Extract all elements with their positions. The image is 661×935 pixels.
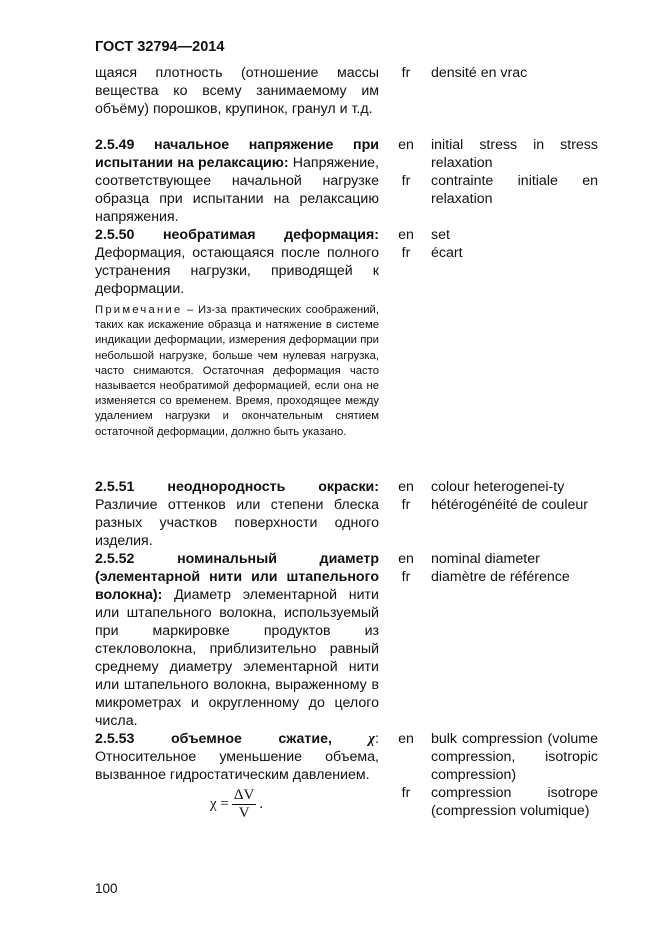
note-label: Примечание xyxy=(95,304,183,316)
entry-colon: : xyxy=(375,731,379,747)
entry-2-5-50-en-lang: en xyxy=(398,227,414,243)
page-number: 100 xyxy=(95,881,118,896)
entry-symbol: χ xyxy=(368,731,376,747)
entry-2-5-52-en-lang: en xyxy=(398,551,414,567)
volume-compression-formula xyxy=(210,787,263,822)
entry-term: номинальный диаметр (элементарной нити или штапельного волокна): xyxy=(95,551,379,603)
formula-denominator: V xyxy=(238,805,250,821)
entry-2-5-49-en-term: initial stress in stress relaxation xyxy=(431,137,598,171)
entry-term: необратимая деформация: xyxy=(162,227,379,243)
note-text: – Из-за практических соображений, таких как искажение образца и натяжение в системе индикации деформации, измерения деформации при небольшой нагрузке, больше чем нулевая нагрузка, часто снимаются. Остаточная деформация часто называется необратимой деформацией, если она не изменяется со временем. Время, проходящее между удалением нагрузки и окончательным снятием остаточной деформации, должно быть указано. xyxy=(95,304,379,438)
entry-definition: Относительное уменьшение объема, вызванное гидростатическим давлением. xyxy=(95,749,379,783)
entry-term: неоднородность окраски: xyxy=(167,479,379,495)
intro-fr-lang: fr xyxy=(401,65,411,81)
entry-2-5-51 xyxy=(95,478,379,550)
entry-term: начальное напряжение при испытании на релаксацию: xyxy=(95,137,379,171)
entry-2-5-49-fr-term: contrainte initiale en relaxation xyxy=(431,173,598,207)
entry-2-5-50 xyxy=(95,226,379,298)
entry-2-5-51-fr-term: hétérogénéité de couleur xyxy=(431,497,588,513)
entry-2-5-52-fr-term: diamètre de référence xyxy=(431,569,570,585)
entry-2-5-53-fr-lang: fr xyxy=(401,785,411,801)
formula-numerator: ΔV xyxy=(233,787,255,803)
document-header: ГОСТ 32794—2014 xyxy=(95,39,225,55)
intro-fr-term: densité en vrac xyxy=(431,65,528,81)
entry-2-5-52-en-term: nominal diameter xyxy=(431,551,540,567)
entry-2-5-51-en-lang: en xyxy=(398,479,414,495)
entry-2-5-53-fr-term: compression isotrope (compression volumique) xyxy=(431,785,598,819)
entry-2-5-49-en-lang: en xyxy=(398,137,414,153)
entry-number: 2.5.53 xyxy=(95,731,135,747)
entry-number: 2.5.51 xyxy=(95,479,135,495)
entry-2-5-51-en-term: colour heterogenei-ty xyxy=(431,479,565,495)
entry-definition: Различие оттенков или степени блеска разных участков поверхности одного изделия. xyxy=(95,497,379,549)
entry-number: 2.5.50 xyxy=(95,227,135,243)
entry-2-5-53-en-term: bulk compression (volume compression, isotropic compression) xyxy=(431,731,598,783)
entry-definition: Деформация, остающаяся после полного устранения нагрузки, приводящей к деформации. xyxy=(95,245,379,297)
entry-2-5-50-note xyxy=(95,303,379,440)
formula-lhs: χ = xyxy=(210,796,229,812)
formula-fraction xyxy=(232,787,256,822)
formula-end: . xyxy=(259,796,264,812)
entry-2-5-49 xyxy=(95,136,379,226)
entry-definition: Напряжение, соответствующее начальной нагрузке образца при испытании на релаксацию напряжения. xyxy=(95,155,379,225)
entry-2-5-50-en-term: set xyxy=(431,227,450,243)
entry-2-5-49-fr-lang: fr xyxy=(401,173,411,189)
entry-2-5-50-fr-term: écart xyxy=(431,245,463,261)
entry-2-5-52 xyxy=(95,550,379,730)
entry-2-5-53 xyxy=(95,730,379,784)
entry-definition: Диаметр элементарной нити или штапельного волокна, используемый при маркировке продуктов из стекловолокна, приблизительно равный среднему диаметру элементарной нити или штапельного волокна, выраженному в микрометрах и округленному до целого числа. xyxy=(95,587,379,729)
entry-2-5-50-fr-lang: fr xyxy=(401,245,411,261)
intro-definition: щаяся плотность (отношение массы вещества ко всему занимаемому им объёму) порошков, крупинок, гранул и т.д. xyxy=(95,65,379,117)
entry-2-5-51-fr-lang: fr xyxy=(401,497,411,513)
entry-2-5-52-fr-lang: fr xyxy=(401,569,411,585)
entry-term: объемное сжатие, xyxy=(170,731,332,747)
entry-number: 2.5.49 xyxy=(95,137,135,153)
entry-2-5-53-en-lang: en xyxy=(398,731,414,747)
entry-number: 2.5.52 xyxy=(95,551,135,567)
